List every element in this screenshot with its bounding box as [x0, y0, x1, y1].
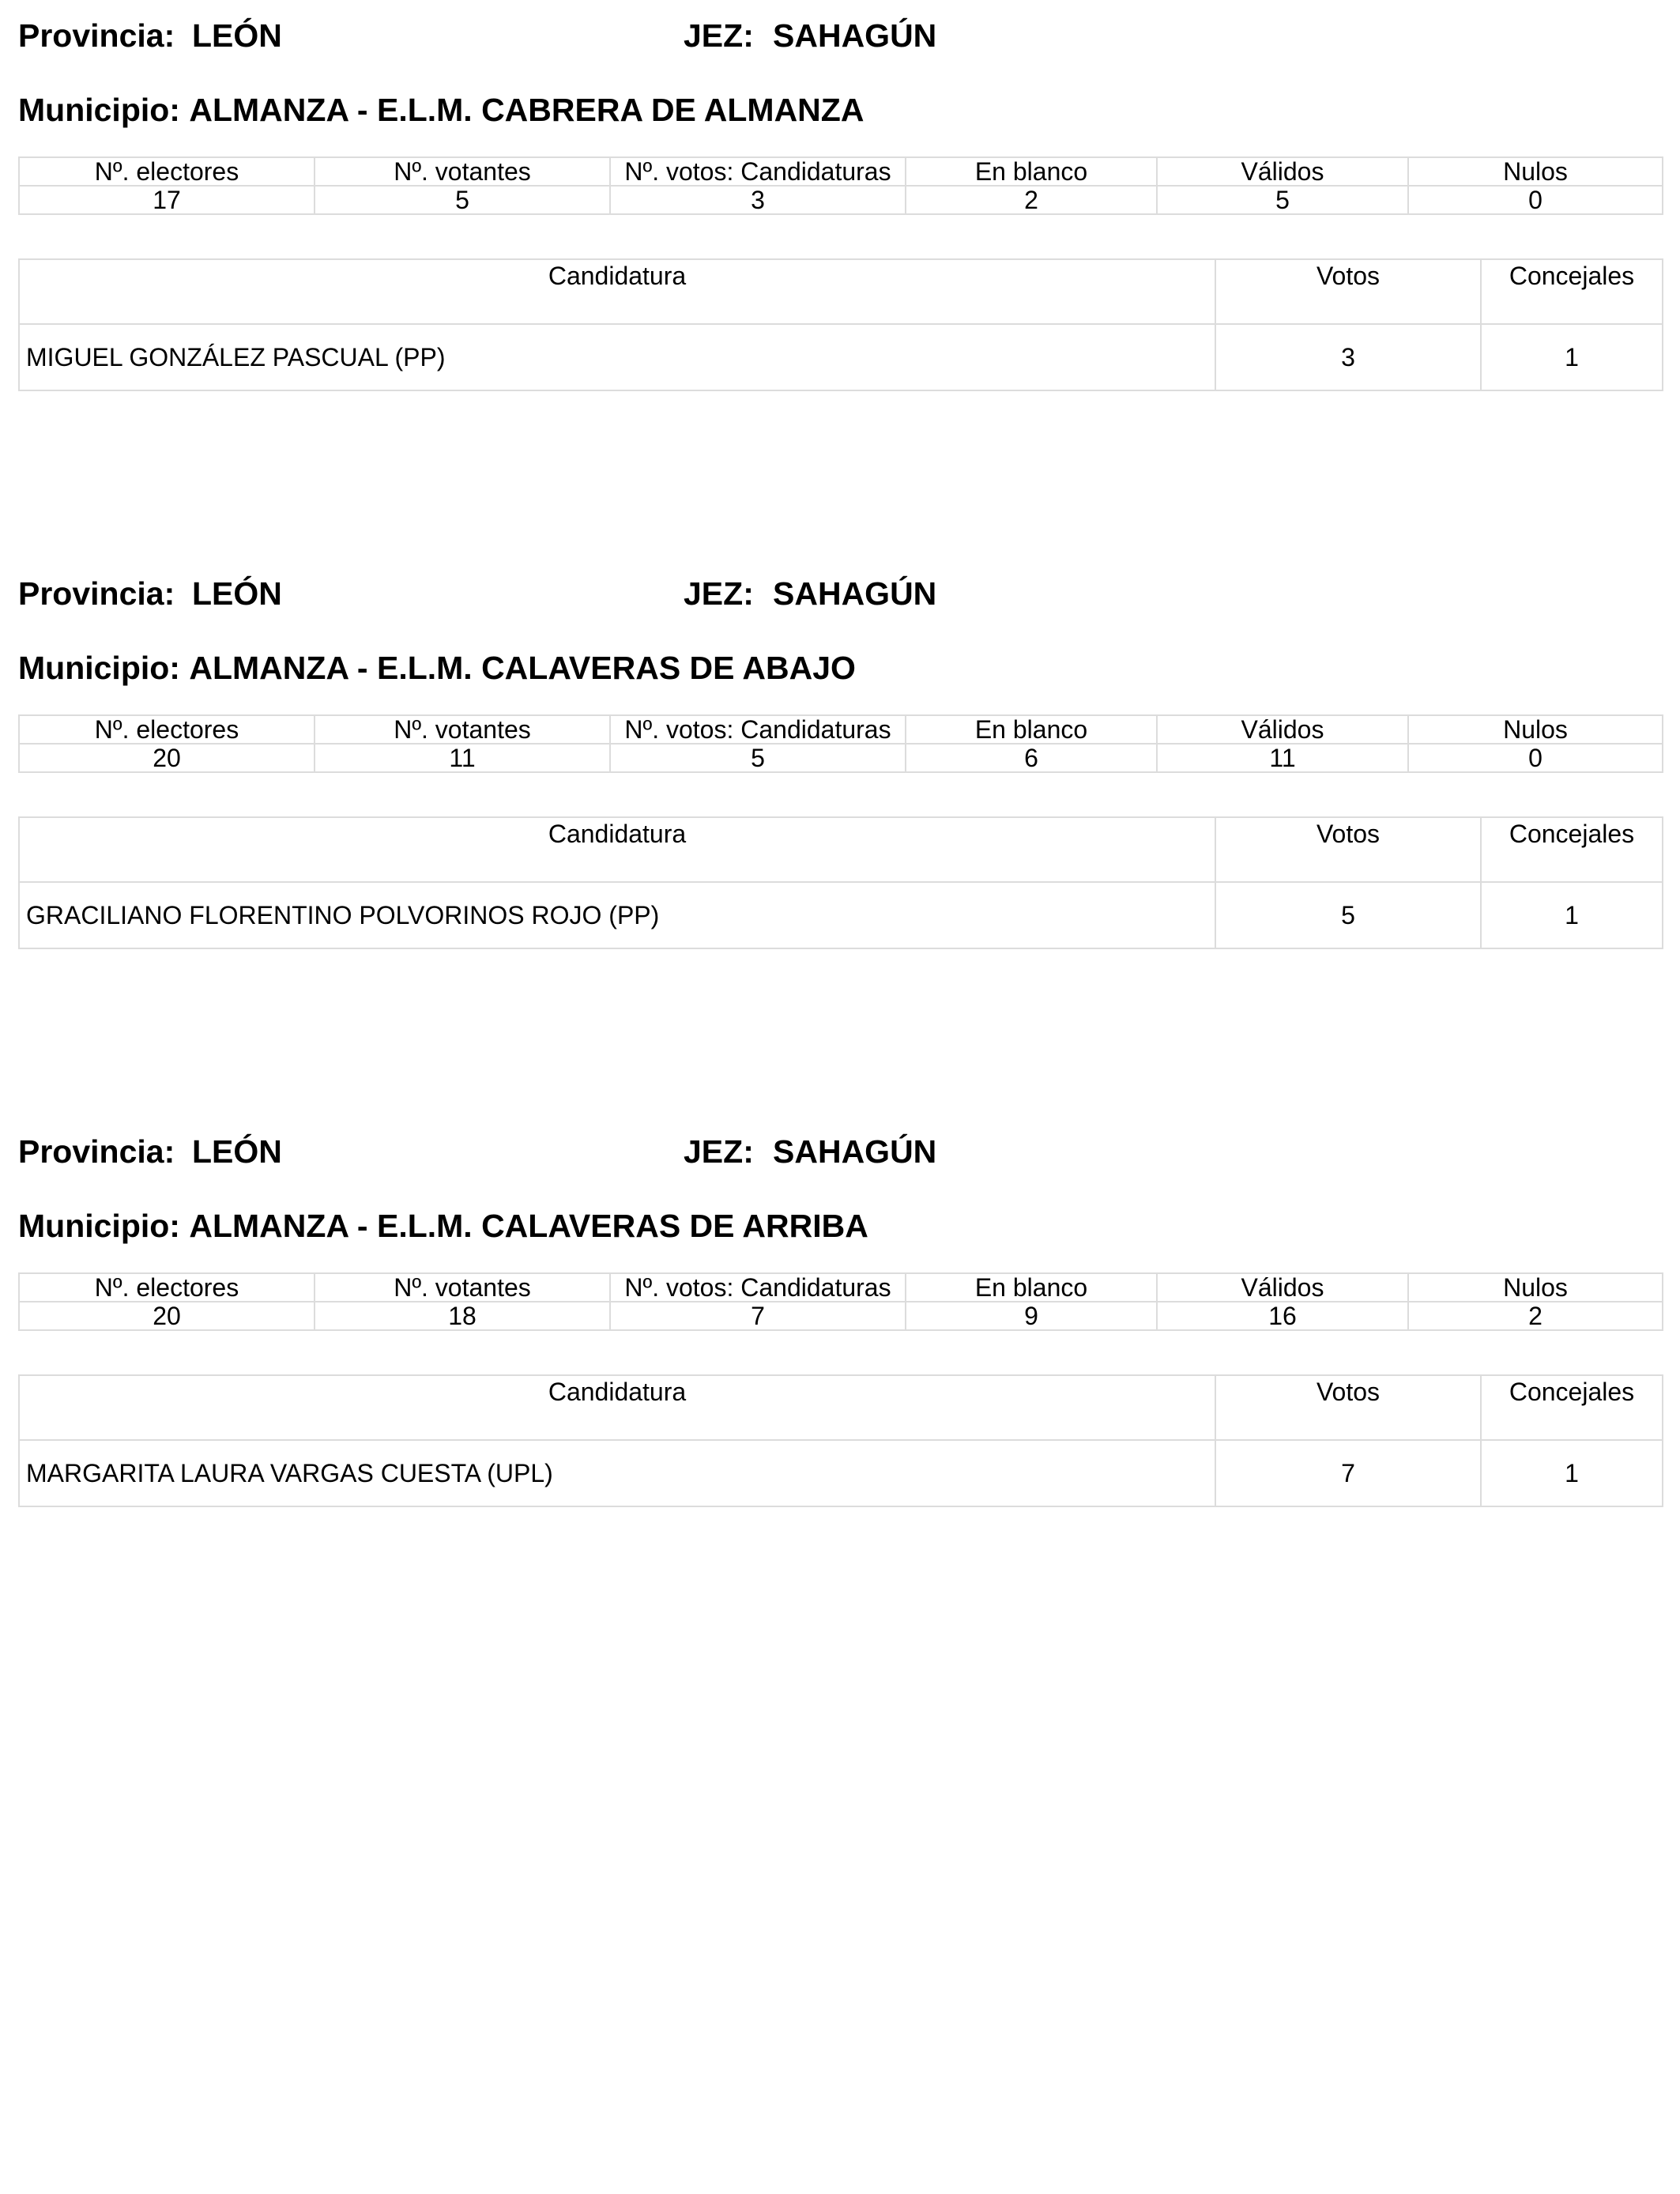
stats-value-cell: 3 [610, 186, 906, 214]
jez-label: JEZ: [684, 1133, 754, 1170]
stats-header-cell: Nº. votantes [315, 157, 610, 186]
stats-value-cell: 2 [906, 186, 1157, 214]
candidatura-header-row [19, 1375, 1663, 1440]
jez-label: JEZ: [684, 17, 754, 54]
stats-value-cell: 16 [1157, 1302, 1408, 1330]
stats-header-row [19, 157, 1663, 186]
candidate-votos: 7 [1215, 1440, 1481, 1506]
stats-value-cell: 5 [1157, 186, 1408, 214]
stats-value-cell: 5 [315, 186, 610, 214]
stats-value-cell: 17 [19, 186, 315, 214]
stats-value-cell: 20 [19, 1302, 315, 1330]
stats-value-cell: 0 [1408, 744, 1663, 772]
stats-header-cell: En blanco [906, 715, 1157, 744]
candidatura-header: Candidatura [19, 1375, 1215, 1440]
votos-header: Votos [1215, 1375, 1481, 1440]
table-row [19, 882, 1663, 948]
stats-header-cell: Nº. electores [19, 715, 315, 744]
provincia-value: LEÓN [192, 1133, 282, 1170]
stats-header-cell: Nº. votos: Candidaturas [610, 1273, 906, 1302]
stats-value-cell: 9 [906, 1302, 1157, 1330]
jez-value: SAHAGÚN [773, 17, 937, 54]
stats-header-cell: Nulos [1408, 1273, 1663, 1302]
stats-header-row [19, 1273, 1663, 1302]
stats-header-cell: Nº. votantes [315, 1273, 610, 1302]
municipio-section [18, 1132, 1662, 1606]
stats-header-cell: En blanco [906, 1273, 1157, 1302]
stats-value-cell: 11 [315, 744, 610, 772]
candidatura-header: Candidatura [19, 259, 1215, 324]
concejales-header: Concejales [1481, 817, 1663, 882]
candidate-name: GRACILIANO FLORENTINO POLVORINOS ROJO (PP) [19, 882, 1215, 948]
provincia-label: Provincia: [18, 575, 175, 612]
votos-header: Votos [1215, 259, 1481, 324]
municipio-value: ALMANZA - E.L.M. CALAVERAS DE ARRIBA [189, 1208, 868, 1244]
stats-table [18, 156, 1663, 215]
stats-header-cell: Nº. electores [19, 1273, 315, 1302]
stats-value-cell: 0 [1408, 186, 1663, 214]
municipio-label: Municipio: [18, 650, 180, 686]
provincia-value: LEÓN [192, 575, 282, 612]
candidatura-header-row [19, 817, 1663, 882]
candidate-votos: 3 [1215, 324, 1481, 390]
municipio-section [18, 574, 1662, 1048]
municipio-value: ALMANZA - E.L.M. CABRERA DE ALMANZA [189, 92, 864, 128]
stats-value-row [19, 186, 1663, 214]
candidatura-header: Candidatura [19, 817, 1215, 882]
municipio-line [18, 648, 856, 688]
table-row [19, 324, 1663, 390]
jez-value: SAHAGÚN [773, 575, 937, 612]
stats-value-cell: 2 [1408, 1302, 1663, 1330]
stats-table [18, 1272, 1663, 1331]
candidate-concejales: 1 [1481, 1440, 1663, 1506]
stats-value-cell: 7 [610, 1302, 906, 1330]
candidate-concejales: 1 [1481, 882, 1663, 948]
stats-header-cell: Nulos [1408, 715, 1663, 744]
stats-header-row [19, 715, 1663, 744]
stats-header-cell: Válidos [1157, 1273, 1408, 1302]
votos-header: Votos [1215, 817, 1481, 882]
candidatura-table [18, 1374, 1663, 1507]
municipio-section [18, 16, 1662, 490]
stats-value-cell: 5 [610, 744, 906, 772]
stats-header-cell: Nº. votos: Candidaturas [610, 157, 906, 186]
stats-table [18, 714, 1663, 773]
stats-value-cell: 11 [1157, 744, 1408, 772]
municipio-line [18, 90, 864, 130]
stats-value-cell: 20 [19, 744, 315, 772]
stats-header-cell: Nº. votos: Candidaturas [610, 715, 906, 744]
municipio-value: ALMANZA - E.L.M. CALAVERAS DE ABAJO [189, 650, 856, 686]
header-line [18, 574, 1662, 613]
provincia-label: Provincia: [18, 17, 175, 54]
jez-value: SAHAGÚN [773, 1133, 937, 1170]
candidatura-header-row [19, 259, 1663, 324]
stats-header-cell: Válidos [1157, 157, 1408, 186]
table-row [19, 1440, 1663, 1506]
municipio-line [18, 1206, 868, 1246]
provincia-label: Provincia: [18, 1133, 175, 1170]
stats-header-cell: Nº. votantes [315, 715, 610, 744]
stats-header-cell: En blanco [906, 157, 1157, 186]
candidatura-table [18, 816, 1663, 949]
stats-header-cell: Nº. electores [19, 157, 315, 186]
municipio-label: Municipio: [18, 92, 180, 128]
jez-label: JEZ: [684, 575, 754, 612]
stats-header-cell: Válidos [1157, 715, 1408, 744]
stats-value-cell: 18 [315, 1302, 610, 1330]
stats-value-row [19, 744, 1663, 772]
concejales-header: Concejales [1481, 259, 1663, 324]
candidatura-table [18, 258, 1663, 391]
header-line [18, 1132, 1662, 1171]
candidate-votos: 5 [1215, 882, 1481, 948]
candidate-name: MARGARITA LAURA VARGAS CUESTA (UPL) [19, 1440, 1215, 1506]
provincia-value: LEÓN [192, 17, 282, 54]
candidate-name: MIGUEL GONZÁLEZ PASCUAL (PP) [19, 324, 1215, 390]
stats-header-cell: Nulos [1408, 157, 1663, 186]
stats-value-row [19, 1302, 1663, 1330]
concejales-header: Concejales [1481, 1375, 1663, 1440]
header-line [18, 16, 1662, 55]
stats-value-cell: 6 [906, 744, 1157, 772]
candidate-concejales: 1 [1481, 324, 1663, 390]
municipio-label: Municipio: [18, 1208, 180, 1244]
